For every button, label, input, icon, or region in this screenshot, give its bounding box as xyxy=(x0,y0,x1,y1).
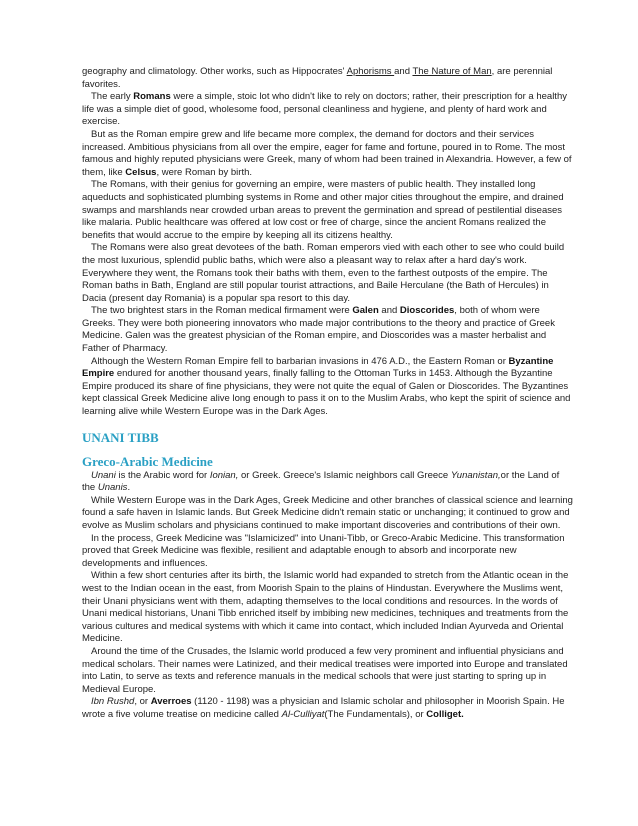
paragraph-islamic-expansion: Within a few short centuries after its birth, the Islamic world had expanded to stretch from the Atlantic ocean in the west to the Indian ocean in the east, from Moorish Spain to the plains of Hindustan. Everywhere the Muslims went, their Unani physicians went with them, adapting themselves to the local conditions and resources. In the words of Unani medical historians, Unani Tibb enriched itself by imbibing new medicines, techniques and treatments from the various cultures and medical systems with which it came into contact, which included Indian Ayurveda and Oriental Medicine. xyxy=(82,570,569,645)
document-page xyxy=(82,66,574,722)
aphorisms-title: Aphorisms xyxy=(346,66,395,77)
subheading-greco-arabic: Greco-Arabic Medicine xyxy=(82,453,213,469)
paragraph-roman-empire-grew: But as the Roman empire grew and life became more complex, the demand for doctors and their services increased. Ambitious physicians from all over the empire, eager for fame and fortune, poured in to Rome. The most famous and highly reputed physicians were Greek, many of whom had been trained in Alexandria. However, a few of them, like Celsus, were Roman by birth. xyxy=(82,128,572,178)
paragraph-baths: The Romans were also great devotees of the bath. Roman emperors vied with each other to see who could build the most luxurious, splendid public baths, which were also a pleasant way to relax after a hard day's work. Everywhere they went, the Romans took their baths with them, even to the farthest outposts of the empire. The Roman baths in Bath, England are still popular tourist attractions, and Baile Herculane (the Bath of Hercules) in Dacia (present day Romania) is a popular spa resort to this day. xyxy=(82,242,565,304)
paragraph-galen-dioscorides: The two brightest stars in the Roman medical firmament were Galen and Dioscorides, both of whom were Greeks. They were both pioneering innovators who made major contributions to the theory and practice of Greek Medicine. Galen was the greatest physician of the Roman empire, and Dioscorides was a master herbalist and Father of Pharmacy. xyxy=(82,305,555,355)
paragraph-averroes: Ibn Rushd, or Averroes (1120 - 1198) was a physician and Islamic scholar and philosopher in Moorish Spain. He wrote a five volume treatise on medicine called Al-Culliyat(The Fundamentals), or Colliget. xyxy=(82,696,565,720)
paragraph-hippocrates: geography and climatology. Other works, such as Hippocrates' Aphorisms and The Nature of Man, are perennial favorites. xyxy=(82,66,553,90)
paragraph-crusades: Around the time of the Crusades, the Islamic world produced a few very prominent and influential physicians and medical scholars. Their names were Latinized, and their medical treatises were imported into Europe and translated into Latin, to serve as texts and reference manuals in the medical schools that were just starting to spring up in Medieval Europe. xyxy=(82,645,568,695)
paragraph-public-health: The Romans, with their genius for governing an empire, were masters of public health. They installed long aqueducts and sophisticated plumbing systems in Rome and other major cities throughout the empire, and drained swamps and marshlands near crowded urban areas to prevent the germination and spread of pestilential diseases like malaria. Public healthcare was offered at low cost or free of charge, since the ancient Romans realized the benefits that would accrue to the empire by keeping all its citizens healthy. xyxy=(82,179,564,241)
paragraph-islamicized: In the process, Greek Medicine was "Islamicized" into Unani-Tibb, or Greco-Arabic Medicine. This transformation proved that Greek Medicine was flexible, resilient and adaptable enough to absorb and incorporate new developments and influences. xyxy=(82,532,565,569)
paragraph-early-romans: The early Romans were a simple, stoic lot who didn't like to rely on doctors; rather, their prescription for a healthy life was a simple diet of good, wholesome food, personal cleanliness and hygiene, and plenty of hard work and exercise. xyxy=(82,91,567,128)
paragraph-dark-ages: While Western Europe was in the Dark Ages, Greek Medicine and other branches of classical science and learning found a safe haven in Islamic lands. But Greek Medicine didn't remain static or unchanging; it continued to grow and evolve as Muslim scholars and physicians continued to make important discoveries and contributions of their own. xyxy=(82,494,573,531)
paragraph-byzantine: Although the Western Roman Empire fell to barbarian invasions in 476 A.D., the Eastern Roman or Byzantine Empire endured for another thousand years, finally falling to the Ottoman Turks in 1453. Although the Byzantine Empire produced its share of fine physicians, they were not quite the equal of Galen or Dioscorides. The Byzantines kept classical Greek Medicine alive long enough to pass it on to the Muslim Arabs, who kept the spirit of science and learning alive while Western Europe was in the Dark Ages. xyxy=(82,355,571,418)
section-heading-unani-tibb: UNANI TIBB xyxy=(82,429,159,445)
paragraph-unani-word: Unani is the Arabic word for Ionian, or Greek. Greece's Islamic neighbors call Greece Yunanistan,or the Land of the Unanis. xyxy=(82,469,560,494)
nature-of-man-title: The Nature of Man xyxy=(412,66,492,77)
